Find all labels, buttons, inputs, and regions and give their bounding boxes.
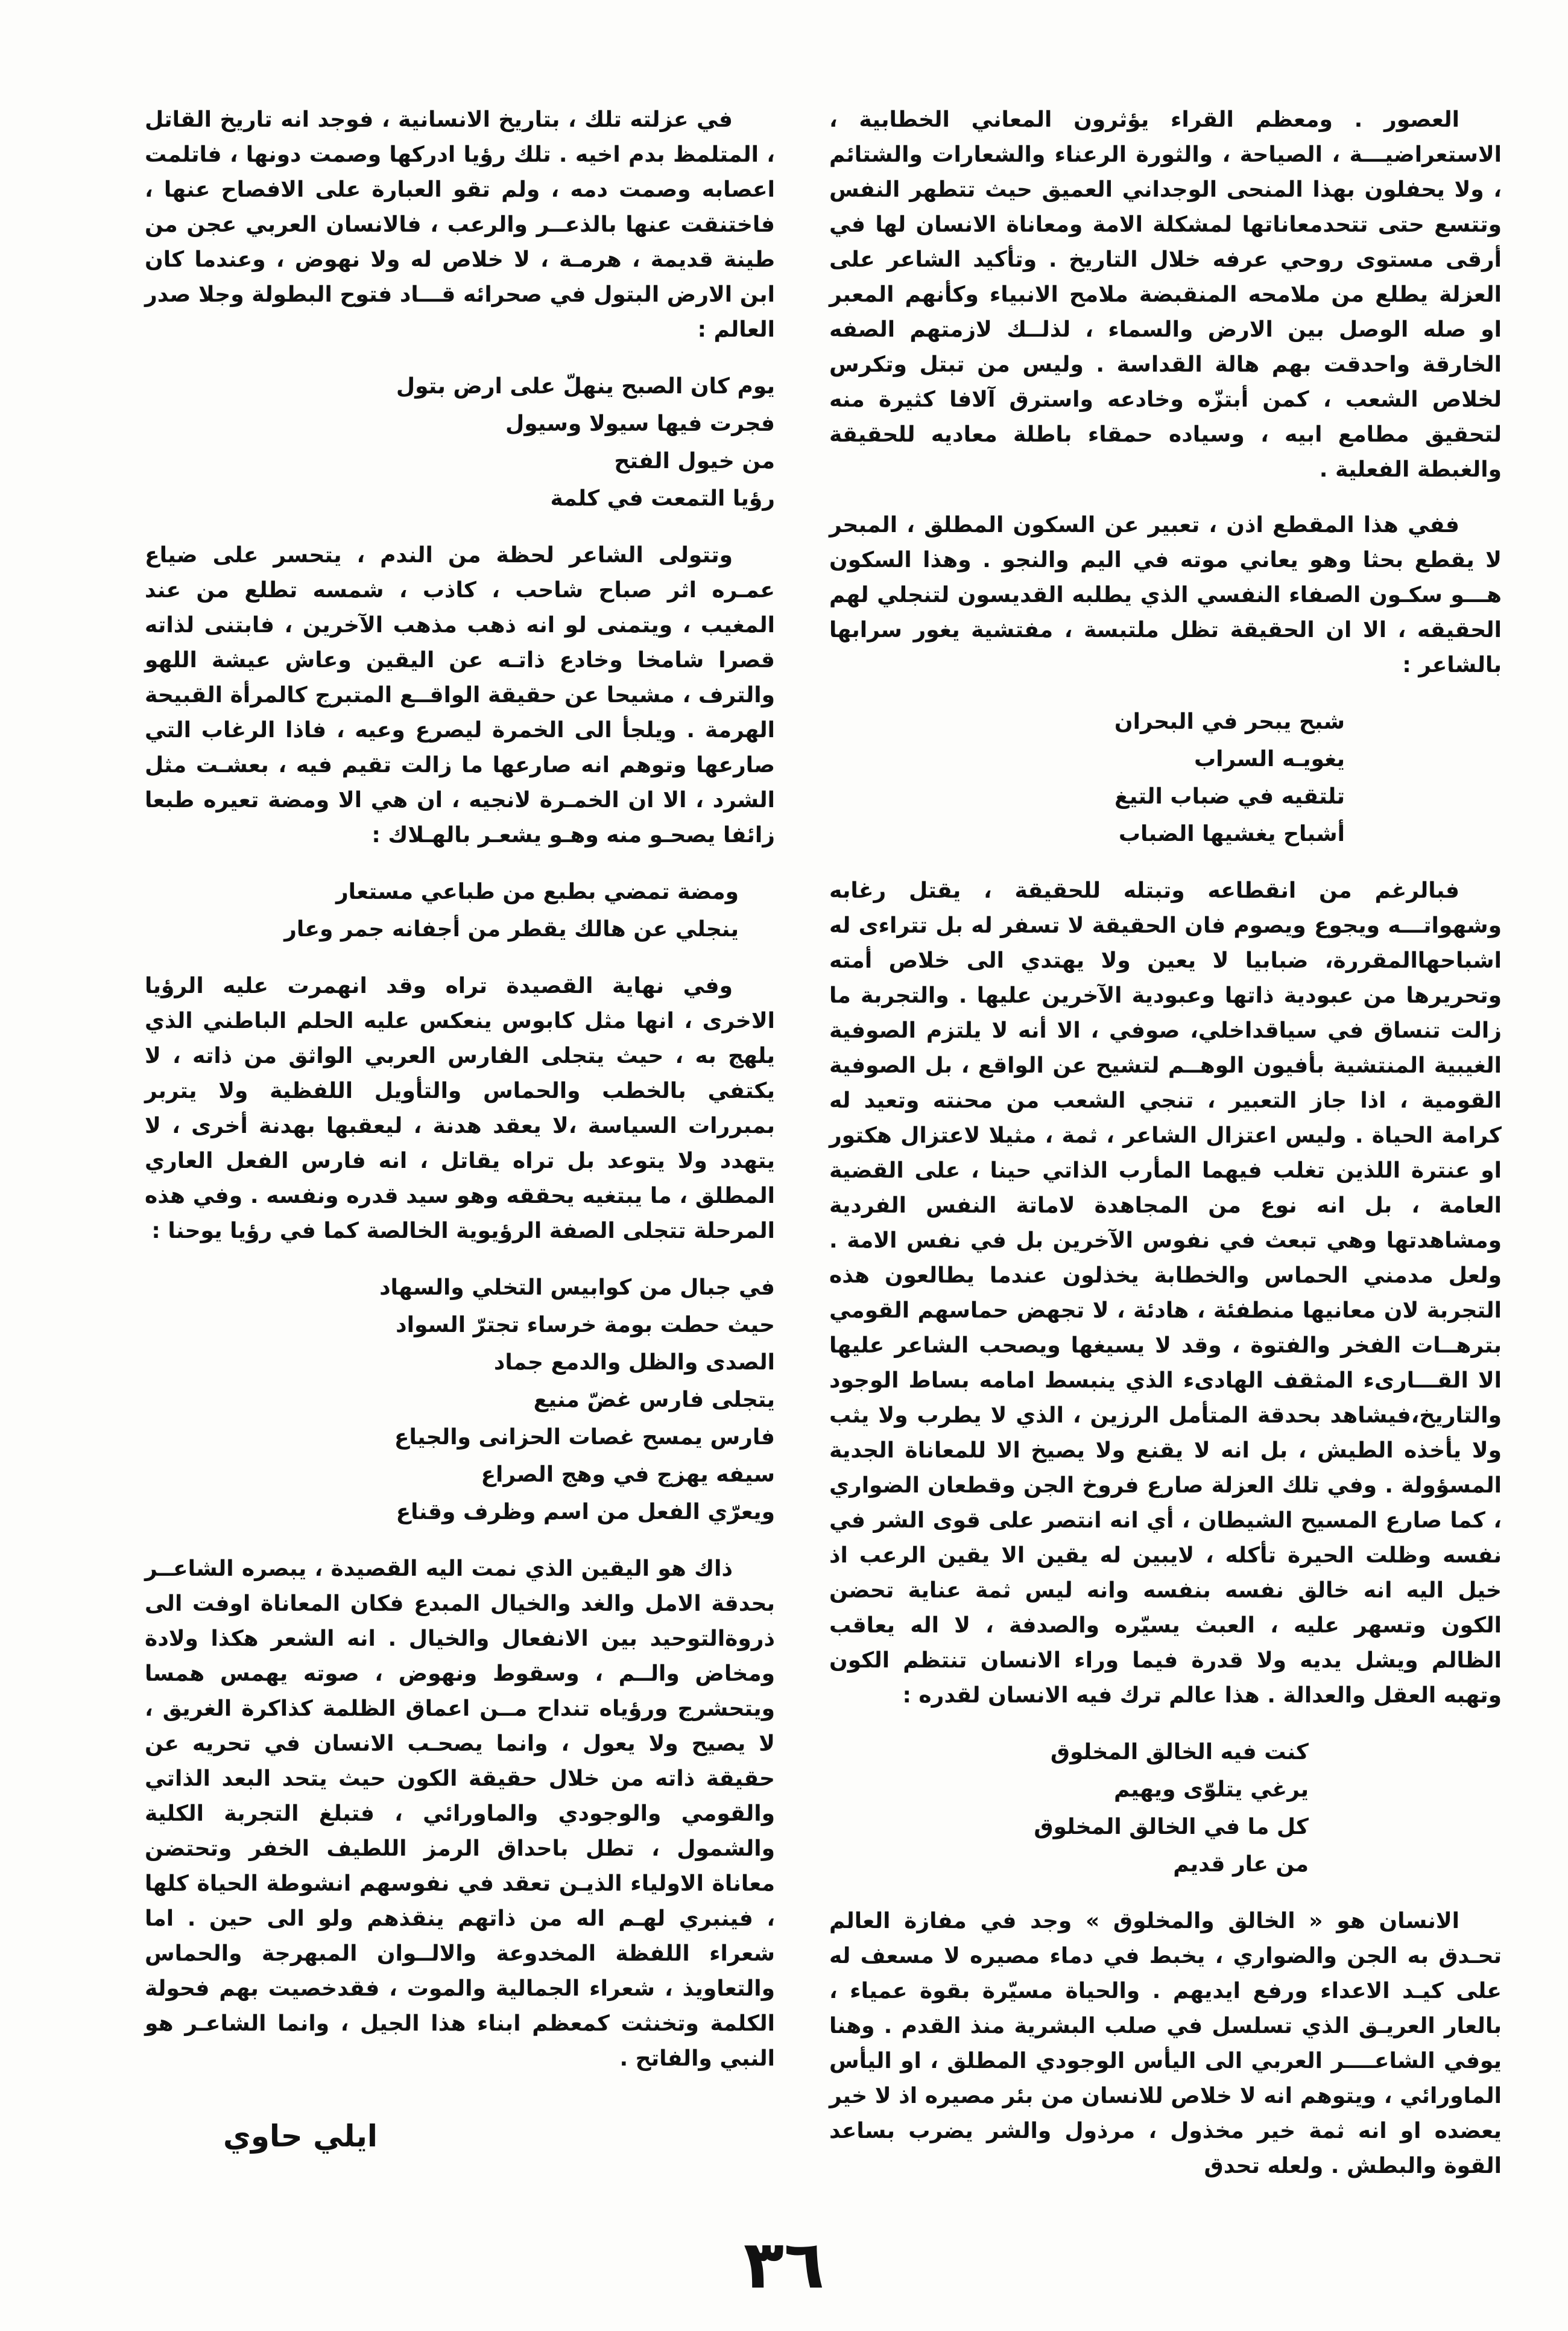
verse: يغويـه السراب	[1194, 747, 1345, 772]
verse: كنت فيه الخالق المخلوق	[1050, 1740, 1309, 1765]
paragraph: فبالرغم من انقطاعه وتبتله للحقيقة ، يقتل رغابه وشهواتـــه ويجوع ويصوم فان الحقيقة لا تسفر له بل تتراءى له اشباحهاالمقررة، ضبابيا لا يعين ولا يهتدي الى خلاص أمته وتحريرها من عبودية ذاتها وعبودية الآخرين عليها . والتجربة ما زالت تنساق في سياقداخلي، صوفي ، الا أنه لا يلتزم الصوفية الغيبية المنتشية بأفيون الوهــم لتشيح عن الواقع ، بل الصوفية القومية ، اذا جاز التعبير ، تنجي الشعب من محنته وتعيد له كرامة الحياة . وليس اعتزال الشاعر ، ثمة ، مثيلا لاعتزال هكتور او عنترة اللذين تغلب فيهما المأرب الذاتي حينا ، على القضية العامة ، بل انه نوع من المجاهدة لاماتة النفس الفردية ومشاهدتها وهي تبعث في نفوس الآخرين بل في نفس الامة . ولعل مدمني الحماس والخطابة يخذلون عندما يطالعون هذه التجربة لان معانيها منطفئة ، هادئة ، لا تجهض حماسهم القومي بترهــات الفخر والفتوة ، وقد لا يسيغها ويصحب الشاعر عليها الا القـــارىء المثقف الهادىء الذي ينبسط امامه بساط الوجود والتاريخ،فيشاهد بحدقة المتأمل الرزين ، الذي لا يطرب ولا يثب ولا يأخذه الطيش ، بل انه لا يقنع ولا يصيخ الا للمعاناة الجدية المسؤولة . وفي تلك العزلة صارع فروخ الجن وقطعان الضواري ، كما صارع المسيح الشيطان ، أي انه انتصر على قوى الشر في نفسه وظلت الحيرة تأكله ، لايبين له يقين الا يقين الرعب اذ خيل اليه انه خالق نفسه بنفسه وانه ليس ثمة عناية تحضن الكون وتسهر عليه ، العبث يسيّره والصدفة ، لا اله يعاقب الظالم ويشل يديه ولا قدرة فيما وراء الانسان تنتظم الكون وتهبه العقل والعدالة . هذا عالم ترك فيه الانسان لقدره :	[829, 878, 1502, 1708]
verse: من خيول الفتح	[614, 449, 775, 474]
verse: ويعرّي الفعل من اسم وظرف وقناع	[396, 1500, 775, 1524]
verse: يتجلى فارس غضّ منيع	[533, 1388, 775, 1412]
verse: رؤيا التمعت في كلمة	[550, 486, 775, 511]
verse: فجرت فيها سيولا وسيول	[505, 411, 775, 436]
left-column	[145, 103, 775, 2204]
verse: يرغي يتلوّى ويهيم	[1113, 1777, 1309, 1802]
poem-stanza	[829, 1734, 1502, 1883]
paragraph: ففي هذا المقطع اذن ، تعبير عن السكون المطلق ، المبحر لا يقطع بحثا وهو يعاني موته في اليم والنجو . وهذا السكون هـــو سكـون الصفاء النفسي الذي يطلبه القديسون لتنجلي لهم الحقيقه ، الا ان الحقيقة تظل ملتبسة ، مفتشية يغور سرابها بالشاعر :	[829, 513, 1502, 677]
poem-stanza	[829, 703, 1502, 853]
verse: الصدى والظل والدمع جماد	[493, 1350, 775, 1375]
verse: ومضة تمضي بطبع من طباعي مستعار	[335, 880, 739, 904]
paragraph: الانسان هو « الخالق والمخلوق » وجد في مفازة العالم تحـدق به الجن والضواري ، يخبط في دماء مصيره لا مسعف له على كيـد الاعداء ورفع ايديهم . والحياة مسيّرة بقوة عمياء ، بالعار العريـق الذي تسلسل في صلب البشرية منذ القدم . وهنا يوفي الشاعــــر العربي الى اليأس الوجودي المطلق ، او اليأس الماورائي ، ويتوهم انه لا خلاص للانسان من بئر مصيره اذ لا خير يعضده او انه ثمة خير مخذول ، مرذول والشر يضرب بساعد القوة والبطش . ولعله تحدق	[829, 1909, 1502, 2178]
right-column	[829, 103, 1502, 2204]
poem-stanza	[145, 368, 775, 518]
poem-stanza	[145, 1269, 775, 1531]
verse: كل ما في الخالق المخلوق	[1034, 1815, 1309, 1839]
paragraph: ذاك هو اليقين الذي نمت اليه القصيدة ، يبصره الشاعــر بحدقة الامل والغد والخيال المبدع فكان المعاناة اوفت الى ذروةالتوحيد بين الانفعال والخيال . انه الشعر هكذا ولادة ومخاض والــم ، وسقوط ونهوض ، صوته يهمس همسا ويتحشرج ورؤياه تنداح مــن اعماق الظلمة كذاكرة الغريق ، لا يصيح ولا يعول ، وانما يصحـب الانسان في تحريه عن حقيقة ذاته من خلال حقيقة الكون حيث يتحد البعد الذاتي والقومي والوجودي والماورائي ، فتبلغ التجربة الكلية والشمول ، تطل باحداق الرمز اللطيف الخفر وتحتضن معاناة الاولياء الذيـن تعقد في نفوسهم انشوطة الحياة كلها ، فينبري لهـم اله من ذاتهم ينقذهم ولو الى حين . اما شعراء اللفظة المخدوعة والالــوان المبهرجة والحماس والتعاويذ ، شعراء الجمالية والموت ، فقدخصيت بهم فحولة الكلمة وتخنثت كمعظم ابناء هذا الجيل ، وانما الشاعـر هو النبي والفاتح .	[145, 1556, 775, 2071]
verse: من عار قديم	[1173, 1852, 1309, 1877]
paragraph: وفي نهاية القصيدة تراه وقد انهمرت عليه الرؤيا الاخرى ، انها مثل كابوس ينعكس عليه الحلم الباطني الذي يلهج به ، حيث يتجلى الفارس العربي الواثق من ذاته ، لا يكتفي بالخطب والحماس والتأويل اللفظية ولا يتربر بمبررات السياسة ،لا يعقد هدنة ، ليعقبها بهدنة أخرى ، لا يتهدد ولا يتوعد بل تراه يقاتل ، انه فارس الفعل العاري المطلق ، ما يبتغيه يحققه وهو سيد قدره ونفسه . وفي هذه المرحلة تتجلى الصفة الرؤيوية الخالصة كما في رؤيا يوحنا :	[145, 974, 775, 1243]
verse: سيفه يهزج في وهج الصراع	[481, 1462, 775, 1487]
paragraph: في عزلته تلك ، بتاريخ الانسانية ، فوجد انه تاريخ القاتل ، المتلمظ بدم اخيه . تلك رؤيا ادركها وصمت دونها ، فاتلمت اعصابه وصمت دمه ، ولم تقو العبارة على الافصاح عنها ، فاختنقت عنها بالذعــر والرعب ، فالانسان العربي عجن من طينة قديمة ، هرمـة ، لا خلاص له ولا نهوض ، وعندما كان ابن الارض البتول في صحرائه قـــاد فتوح البطولة وجلا صدر العالم :	[145, 107, 775, 342]
verse: حيث حطت بومة خرساء تجترّ السواد	[396, 1313, 775, 1337]
verse: فارس يمسح غصات الحزانى والجياع	[394, 1425, 775, 1450]
paragraph: وتتولى الشاعر لحظة من الندم ، يتحسر على ضياع عمـره اثر صباح شاحب ، كاذب ، شمسه تطلع من عند المغيب ، ويتمنى لو انه ذهب مذهب الآخرين ، فابتنى لذاته قصرا شامخا وخادع ذاتـه عن اليقين وعاش عيشة اللهو والترف ، مشيحا عن حقيقة الواقــع المتبرج كالمرأة القبيحة الهرمة . ويلجأ الى الخمرة ليصرع وعيه ، فاذا الرغاب التي صارعها وتوهم انه صارعها ما زالت تقيم فيه ، بعشـت مثل الشرد ، الا ان الخمـرة لانجيه ، ان هي الا ومضة تعيره طبعا زائفا يصحـو منه وهـو يشعـر بالهـلاك :	[145, 543, 775, 848]
verse: في جبال من كوابيس التخلي والسهاد	[379, 1275, 775, 1300]
verse: أشباح يغشيها الضباب	[1118, 822, 1345, 846]
paragraph: العصور . ومعظم القراء يؤثرون المعاني الخطابية ، الاستعراضيـــة ، الصياحة ، والثورة الرعناء والشعارات والشتائم ، ولا يحفلون بهذا المنحى الوجداني العميق حيث تتطهر النفس وتتسع حتى تتحدمعاناتها لمشكلة الامة ومعاناة الانسان لها في أرقى مستوى روحي عرفه خلال التاريخ . وتأكيد الشاعر على العزلة يطلع من ملامحه المنقبضة ملامح الانبياء وكأنهم المعبر او صله الوصل بين الارض والسماء ، لذلــك لازمتهم الصفه الخارقة واحدقت بهم هالة القداسة . وليس من تبتل وتكرس لخلاص الشعب ، كمن أبتزّه وخادعه واسترق آلافا كثيرة منه لتحقيق مطامع ابيه ، وسياده حمقاء باطلة معاديه للحقيقة والغبطة الفعلية .	[829, 107, 1502, 482]
verse: ينجلي عن هالك يقطر من أجفانه جمر وعار	[284, 917, 739, 942]
author-signature: ايلي حاوي	[223, 2119, 378, 2154]
verse: يوم كان الصبح ينهلّ على ارض بتول	[396, 374, 775, 399]
verse: تلتقيه في ضباب التيغ	[1114, 784, 1345, 809]
poem-stanza	[145, 874, 775, 948]
verse: شبح يبحر في البحران	[1114, 709, 1345, 734]
page-number: ٣٦	[743, 2226, 825, 2303]
